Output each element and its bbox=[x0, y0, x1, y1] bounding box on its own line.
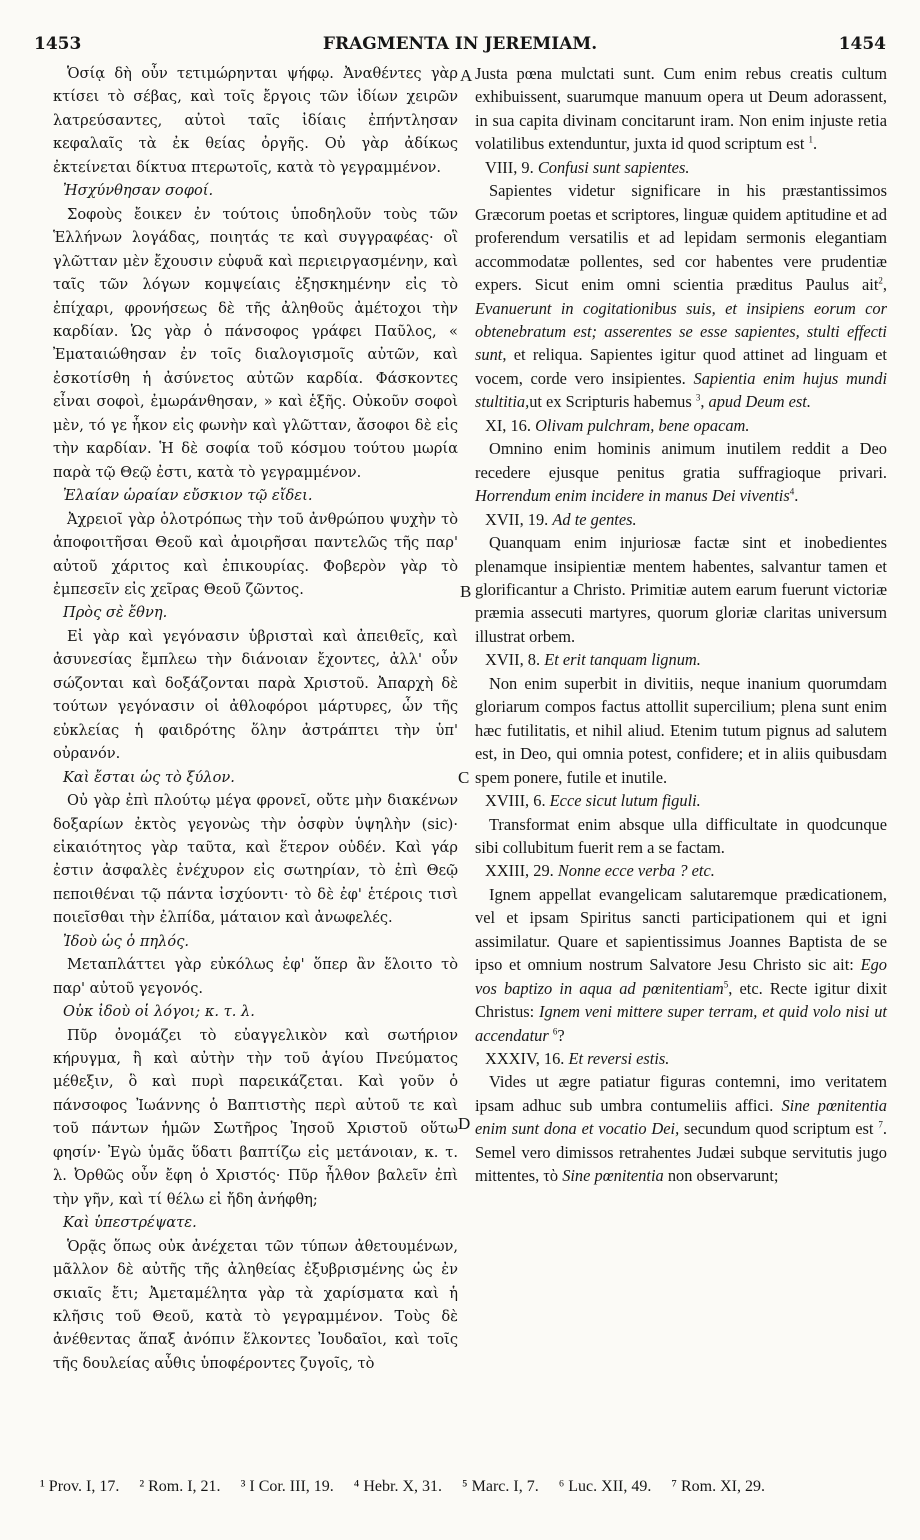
latin-paragraph: Justa pœna mulctati sunt. Cum enim rebus creatis cultum exhibuissent, suarumque manuum opera ut Deum adorassent, in sua capita divinam concitarunt iram. Non enim injuste retia volatilibus extenduntur, juxta id quod scriptum est $^1$. bbox=[475, 64, 887, 154]
greek-lemma: Ἰδοὺ ὡς ὁ πηλός. bbox=[63, 932, 190, 950]
latin-paragraph: Transformat enim absque ulla difficultate in quodcunque sibi collubitum fuerit rem a se factam. bbox=[475, 814, 887, 857]
latin-text: , etc. Recte igitur dixit Christus: bbox=[475, 978, 887, 1022]
latin-paragraph bbox=[475, 1070, 887, 1187]
latin-lemma bbox=[475, 156, 887, 179]
greek-paragraph: Εἰ γὰρ καὶ γεγόνασιν ὑβρισταὶ καὶ ἀπειθεῖς, καὶ ἀσυνεσίας ἔμπλεω τὴν διάνοιαν ἔχοντες, ἀλλ' οὖν σώζονται καὶ δοξάζονται παρὰ Χριστοῦ. Ἀπαρχὴ δὲ τούτων γεγόνασιν οἱ ἀθλοφόροι μάρτυρες, ὧν τῆς εὐκλείας ἡ φαιδρότης ὅλην ἀστράπτει τὴν ὑπ' οὐρανόν. bbox=[53, 627, 458, 763]
latin-quote: Horrendum enim incidere in manus Dei viventis bbox=[475, 486, 790, 506]
footnote-ref: 6 bbox=[552, 1026, 558, 1037]
latin-lemma bbox=[475, 414, 887, 437]
greek-lemma: Πρὸς σὲ ἔθνη. bbox=[63, 604, 168, 622]
section-marker-c: C bbox=[458, 768, 470, 787]
footnote: ⁶ Luc. XII, 49. bbox=[558, 1478, 652, 1495]
greek-paragraph: Οὐ γὰρ ἐπὶ πλούτῳ μέγα φρονεῖ, οὔτε μὴν διακένων δοξαρίων ἐκτὸς γεγονὼς τὴν ὀσφὺν ὑψηλὴν (sic)· εἰκαιότητος γὰρ ταῦτα, καὶ ἕτερον οὐδέν. Καὶ γάρ ἐστιν ἀσφαλὲς ἐνέχυρον εἰς σωτηρίαν, τὸ ἐπὶ Θεῷ πεποιθέναι τῷ πάντα ἰσχύοντι· τὸ δὲ ἐφ' ἑτέροις τισὶ ποιεῖσθαι τὴν ἐλπίδα, μάταιον καὶ ἀνωφελές. bbox=[53, 792, 458, 927]
greek-paragraph: Σοφοὺς ἔοικεν ἐν τούτοις ὑποδηλοῦν τοὺς τῶν Ἑλλήνων λογάδας, ποιητάς τε καὶ συγγραφέας· οἳ γλῶτταν μὲν ἔχουσιν εὐφυᾶ καὶ περιειργασμένην, καὶ ταῖς τῶν λόγων κομψείαις ἐξησκημένην εἰς τὸ ἐπίχαρι, φρονήσεως δὲ τῆς ἀληθοῦς ἀμέτοχοι τὴν καρδίαν. Ὡς γὰρ ὁ πάνσοφος γράφει Παῦλος, « Ἐματαιώθησαν ἐν τοῖς διαλογισμοῖς αὐτῶν, καὶ ἐσκοτίσθη ἡ ἀσύνετος αὐτῶν καρδία. Φάσκοντες εἶναι σοφοὶ, ἐμωράνθησαν, » καὶ ἑξῆς. Οὐκοῦν σοφοὶ μὲν, τό γε ἧκον εἰς φωνὴν καὶ γλῶτταν, ἄσοφοι δὲ εἰς τὴν καρδίαν. Ἡ δὲ σοφία τοῦ κόσμου τούτου μωρία παρὰ τῷ Θεῷ ἐστι, κατὰ τὸ γεγραμμένον. bbox=[53, 205, 458, 481]
greek-column bbox=[53, 62, 458, 1375]
lemma-text: Nonne ecce verba ? etc. bbox=[557, 861, 715, 881]
greek-lemma: Ἐλαίαν ὡραίαν εὔσκιον τῷ εἴδει. bbox=[63, 487, 313, 505]
lemma-ref: XXXIV, 16. bbox=[485, 1049, 565, 1069]
footnote: ² Rom. I, 21. bbox=[139, 1478, 221, 1495]
latin-text: . Semel vero dimissos retrahentes Judæi subque servitutis jugo mittentes, τὸ bbox=[475, 1119, 887, 1186]
latin-text: Omnino enim hominis animum inutilem reddit a Deo recedere ejusque penitus gratia suffragioque privari. bbox=[475, 439, 887, 482]
latin-lemma bbox=[475, 648, 887, 671]
latin-text: Justa pœna mulctati sunt. Cum enim rebus creatis cultum exhibuissent, suarumque manuum opera ut Deum adorassent, in sua capita divinam concitarunt iram. Non enim injuste retia volatilibus extenduntur, juxta id quod scriptum est bbox=[475, 64, 887, 154]
lemma-text: Olivam pulchram, bene opacam. bbox=[535, 415, 750, 435]
greek-lemma: Καὶ ἔσται ὡς τὸ ξύλον. bbox=[63, 768, 235, 786]
greek-paragraph: Μεταπλάττει γὰρ εὐκόλως ἐφ' ὅπερ ἂν ἕλοιτο τὸ παρ' αὐτοῦ γεγονός. bbox=[53, 956, 458, 997]
latin-text: Ignem appellat evangelicam salutaremque prædicationem, vel et ipsam Spiritus sancti participationem qui et igni assimilatur. Quare et sapientissimus Joannes Baptista de se ipso et omnium nostrum Salvatore Jesu Christo sic ait: bbox=[475, 884, 887, 975]
footnote: ⁵ Marc. I, 7. bbox=[462, 1478, 539, 1495]
latin-quote: apud Deum est. bbox=[708, 392, 811, 412]
lemma-ref: XVII, 8. bbox=[485, 650, 541, 670]
footnote-ref: 1 bbox=[808, 134, 813, 145]
footnote: ⁴ Hebr. X, 31. bbox=[353, 1478, 443, 1495]
latin-quote: Ego vos baptizo in aqua ad pœnitentiam bbox=[475, 955, 887, 998]
running-title: FRAGMENTA IN JEREMIAM. bbox=[322, 34, 598, 54]
lemma-text: Et reversi estis. bbox=[568, 1049, 670, 1069]
latin-paragraph: Sapientes videtur significare in his præstantissimos Græcorum poetas et scriptores, linguæ quidem aptitudine et ad proferendum versatilis et ad lepidam sermonis elegantiam accommodatæ pollentes, sed cor habentes vere prudentiæ expers. Sicut enim omni scientia præditus Paulus ait$^2$, Evanuerunt in cogitationibus suis, et insipiens eorum cor obtenebratum est; asserentes se esse sapientes, stulti effecti sunt, et reliqua. Sapientes igitur quod attinet ad linguam et vocem, corde vero insipientes. Sapientia enim hujus mundi stultitia,ut ex Scripturis habemus $^3$, apud Deum est. bbox=[475, 181, 887, 412]
latin-text: Sapientes videtur significare in his præstantissimos Græcorum poetas et scriptores, linguæ quidem aptitudine et ad proferendum versatilis et ad lepidam sermonis elegantiam accommodatæ pollentes, sed cor habentes vere prudentiæ expers. Sicut enim omni scientia præditus Paulus ait bbox=[475, 181, 887, 295]
lemma-text: Ecce sicut lutum figuli. bbox=[549, 791, 701, 811]
footnote-ref: 7 bbox=[878, 1119, 883, 1130]
greek-lemma: Ἠσχύνθησαν σοφοί. bbox=[63, 182, 214, 200]
latin-text: non observarunt; bbox=[667, 1166, 779, 1186]
footnote-ref: 5 bbox=[723, 979, 729, 990]
latin-lemma bbox=[475, 859, 887, 882]
greek-lemma: Καὶ ὑπεστρέψατε. bbox=[63, 1214, 197, 1232]
footnote-ref: 4 bbox=[789, 486, 795, 497]
lemma-ref: VIII, 9. bbox=[485, 157, 534, 177]
latin-column bbox=[475, 62, 887, 1188]
latin-quote: Evanuerunt in cogitationibus suis, et insipiens eorum cor obtenebratum est; asserentes se esse sapientes, stulti effecti sunt, bbox=[475, 298, 887, 365]
footnotes bbox=[40, 1478, 890, 1496]
running-header bbox=[34, 34, 886, 60]
section-marker-d: D bbox=[458, 1114, 471, 1133]
greek-paragraph: Πῦρ ὀνομάζει τὸ εὐαγγελικὸν καὶ σωτήριον κήρυγμα, ἢ καὶ αὐτὴν τὴν τοῦ ἁγίου Πνεύματος μέθεξιν, ὃ καὶ πυρὶ παρεικάζεται. Καὶ γοῦν ὁ πάνσοφος Ἰωάννης ὁ Βαπτιστὴς περὶ αὐτοῦ τε καὶ τοῦ πάντων ἡμῶν Σωτῆρος Ἰησοῦ Χριστοῦ οὕτω φησίν· Ἐγὼ ὑμᾶς ὕδατι βαπτίζω εἰς μετάνοιαν, κ. τ. λ. Ὀρθῶς οὖν ἔφη ὁ Χριστός· Πῦρ ἦλθον βαλεῖν ἐπὶ τὴν γῆν, καὶ τί θέλω εἰ ἤδη ἀνήφθη; bbox=[53, 1026, 458, 1208]
lemma-ref: XI, 16. bbox=[485, 415, 531, 435]
lemma-text: Et erit tanquam lignum. bbox=[544, 650, 701, 670]
footnote: ¹ Prov. I, 17. bbox=[40, 1478, 120, 1495]
latin-quote: Sine pœnitentia bbox=[562, 1166, 664, 1186]
latin-text: secundum quod scriptum est bbox=[684, 1119, 874, 1139]
latin-quote: Sine pœnitentia enim sunt dona et vocatio Dei, bbox=[475, 1095, 887, 1139]
footnote-ref: 3 bbox=[695, 392, 701, 403]
latin-lemma bbox=[475, 789, 887, 812]
latin-text: ut ex Scripturis habemus bbox=[529, 392, 692, 412]
latin-paragraph: Quanquam enim injuriosæ factæ sint et inobedientes plenamque insipientiæ mentem habentes, salvantur tamen et glorificantur a Christo. Primitiæ autem earum fuerunt victoriæ præmia assecuti martyres, quorum gloriæ claritas universum illustrat orbem. bbox=[475, 533, 887, 646]
footnote-ref: 2 bbox=[878, 275, 883, 286]
greek-paragraph: Ἀχρειοῖ γὰρ ὁλοτρόπως τὴν τοῦ ἀνθρώπου ψυχὴν τὸ ἀποφοιτῆσαι Θεοῦ καὶ ἀμοιρῆσαι παντελῶς τῆς παρ' αὐτοῦ χάριτος καὶ ἐπικουρίας. Φοβερὸν γὰρ τὸ ἐμπεσεῖν εἰς χεῖρας Θεοῦ ζῶντος. bbox=[53, 510, 458, 598]
section-marker-a: A bbox=[460, 66, 473, 85]
latin-quote: Sapientia enim hujus mundi stultitia, bbox=[475, 368, 887, 412]
page-number-right: 1454 bbox=[838, 34, 886, 54]
latin-lemma bbox=[475, 508, 887, 531]
latin-quote: Ignem veni mittere super terram, et quid volo nisi ut accendatur bbox=[475, 1002, 887, 1045]
footnote: ³ I Cor. III, 19. bbox=[240, 1478, 334, 1495]
footnote: ⁷ Rom. XI, 29. bbox=[671, 1478, 765, 1495]
page-number-left: 1453 bbox=[34, 34, 82, 54]
lemma-text: Confusi sunt sapientes. bbox=[537, 157, 690, 177]
latin-paragraph: Non enim superbit in divitiis, neque inanium quorumdam gloriarum compos factus attollit supercilium; plena sunt enim hæc futilitatis, et nihil aliud. Etenim tutum pignus ad salutem est, in Deo, qui omnia potest, confidere; et in aliis quibusdam spem ponere, futile et inutile. bbox=[475, 673, 887, 787]
greek-paragraph: Ὁρᾷς ὅπως οὐκ ἀνέχεται τῶν τύπων ἀθετουμένων, μᾶλλον δὲ αὐτῆς τῆς ἀληθείας ἐξυβρισμένης ὡς ἐν σκιαῖς ἔτι; Ἀμεταμέλητα γὰρ τὰ χαρίσματα καὶ ἡ κλῆσις τοῦ Θεοῦ, κατὰ τὸ γεγραμμένον. Τοὺς δὲ ἀνέθεντας ἅπαξ ἀνόπιν ἕλκοντες Ἰουδαῖοι, καὶ τοῖς τῆς δουλείας αὖθις ὑποφέροντες ζυγοῖς, τὸ bbox=[53, 1237, 458, 1372]
lemma-ref: XVIII, 6. bbox=[485, 791, 546, 811]
latin-paragraph: Omnino enim hominis animum inutilem reddit a Deo recedere ejusque penitus gratia suffragioque privari. Horrendum enim incidere in manus Dei viventis$^4$. bbox=[475, 439, 887, 506]
latin-paragraph: Ignem appellat evangelicam salutaremque prædicationem, vel et ipsam Spiritus sancti participationem qui et igni assimilatur. Quare et sapientissimus Joannes Baptista de se ipso et omnium nostrum Salvatore Jesu Christo sic ait: Ego vos baptizo in aqua ad pœnitentiam$^5$, etc. Recte igitur dixit Christus: Ignem veni mittere super terram, et quid volo nisi ut accendatur $^6$? bbox=[475, 884, 887, 1045]
latin-text: et reliqua. Sapientes igitur quod attinet ad linguam et vocem, corde vero insipientes. bbox=[475, 345, 887, 388]
lemma-ref: XVII, 19. bbox=[485, 509, 549, 529]
lemma-ref: XXIII, 29. bbox=[485, 861, 554, 881]
section-marker-b: B bbox=[460, 582, 472, 601]
greek-lemma: Οὐκ ἰδοὺ οἱ λόγοι; κ. τ. λ. bbox=[63, 1003, 255, 1021]
lemma-text: Ad te gentes. bbox=[552, 509, 637, 529]
greek-paragraph: Ὁσίᾳ δὴ οὖν τετιμώρηνται ψήφῳ. Ἀναθέντες γὰρ κτίσει τὸ σέβας, καὶ τοῖς ἔργοις τῶν ἰδίων χειρῶν λατρεύσαντες, αὐτοὶ ταῖς ἰδίαις ἐπήντλησαν κεφαλαῖς τὰ ἐκ θείας ὀργῆς. Οὐ γὰρ ἀδίκως ἐκτείνεται δίκτυα πτερωτοῖς, κατὰ τὸ γεγραμμένον. bbox=[53, 65, 458, 176]
latin-lemma bbox=[475, 1047, 887, 1070]
latin-text: Vides ut ægre patiatur figuras contemni, imo veritatem ipsam adhuc sub umbra contumeliis affici. bbox=[475, 1072, 887, 1115]
